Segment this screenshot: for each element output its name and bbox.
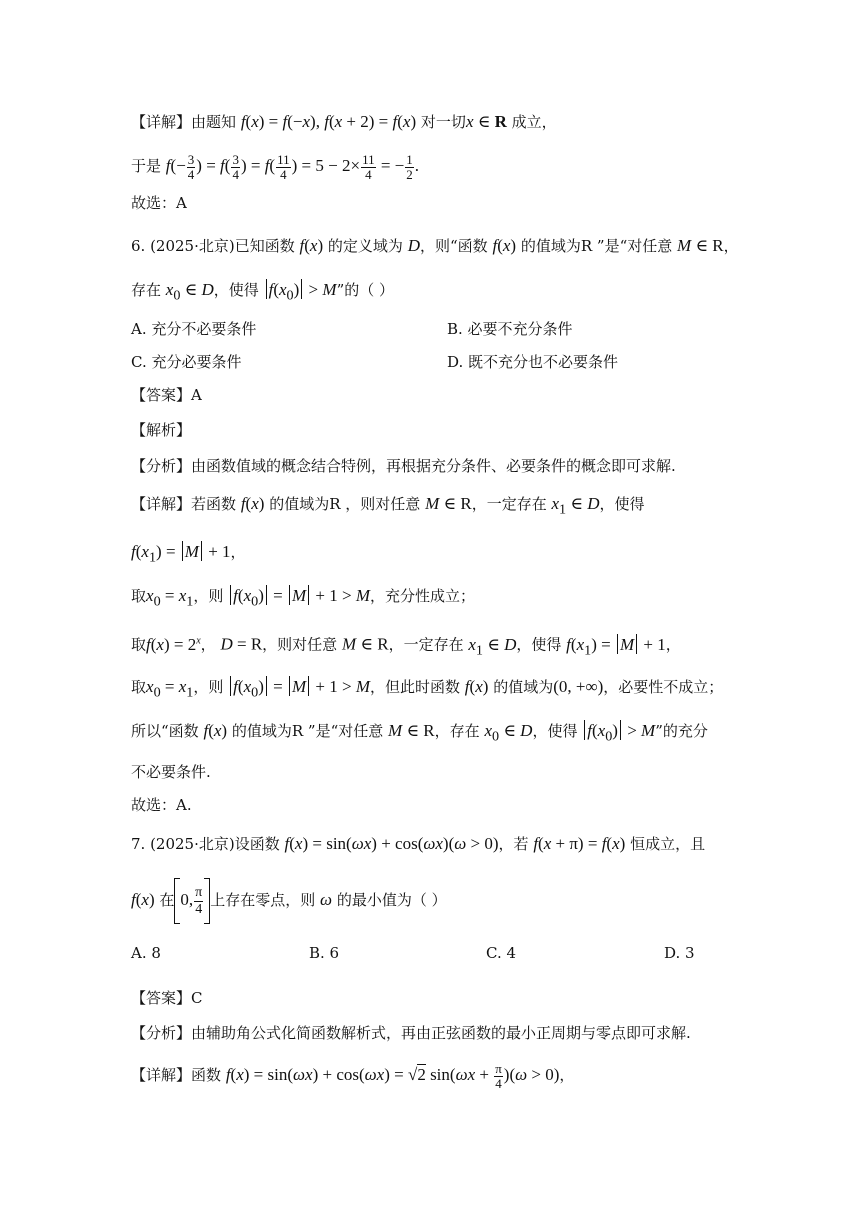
q6-stem-line2: 存在 $x_0$ ∈ D，使得 $f(x_0) > M$”的（ ） bbox=[131, 280, 394, 304]
q6-take2-line: 取$f(x) = 2^x$， D = R，则对任意 M ∈ R，一定存在 $x_1$ ∈ D，使得 $f(x_1) = M + 1$， bbox=[131, 634, 681, 659]
q7-fenxi: 【分析】由辅助角公式化简函数解析式，再由正弦函数的最小正周期与零点即可求解. bbox=[131, 1024, 691, 1042]
q7-option-b[interactable]: B. 6 bbox=[309, 944, 340, 962]
tag-detail: 【详解】 bbox=[131, 113, 192, 131]
q6-option-d[interactable]: D. 既不充分也不必要条件 bbox=[447, 353, 619, 371]
q7-option-d[interactable]: D. 3 bbox=[664, 944, 695, 962]
formula: f(x) = f(−x), f(x + 2) = f(x) bbox=[240, 112, 417, 131]
q6-take3-line: 取$x_0 = x_1$，则 $f(x_0) = M + 1 > M$，但此时函数 f(x) 的值域为(0, +∞)，必要性不成立； bbox=[131, 677, 724, 701]
q6-stem-line1: 6. (2025·北京)已知函数 f(x) 的定义域为 D，则“函数 f(x) 的值域为R ”是“对任意 M ∈ R， bbox=[131, 236, 739, 255]
q6-option-b[interactable]: B. 必要不充分条件 bbox=[447, 320, 573, 338]
q6-option-a[interactable]: A. 充分不必要条件 bbox=[131, 320, 257, 338]
q7-stem-line1: 7. (2025·北京)设函数 f(x) = sin(ωx) + cos(ωx)(ω > 0)，若 f(x + π) = f(x) 恒成立，且 bbox=[131, 834, 706, 853]
formula: f(− $\frac{3}{4}$ ) = f( $\frac{3}{4}$ ) = f( $\frac{11}{4}$ ) = 5 − 2× $\frac{11}{4}$ = − $\frac{1}{2}$ . bbox=[165, 151, 420, 182]
p5-then-line: 于是 f(− $\frac{3}{4}$ ) = f( $\frac{3}{4}$ ) = f( $\frac{11}{4}$ ) = 5 − 2× $\frac{11}{4}$ = − $\frac{1}{2}$ . bbox=[131, 151, 420, 182]
q6-so-line2: 不必要条件. bbox=[131, 763, 211, 781]
q7-answer: 【答案】C bbox=[131, 989, 203, 1007]
q7-stem-line2: f(x) 在 0, $\frac{\pi}{4}$ 上存在零点，则 ω 的最小值为（ ） bbox=[131, 876, 447, 924]
q6-analysis-tag: 【解析】 bbox=[131, 421, 192, 439]
q6-fenxi: 【分析】由函数值域的概念结合特例，再根据充分条件、必要条件的概念即可求解. bbox=[131, 457, 676, 475]
q7-detail-line: 【详解】函数 f(x) = sin(ωx) + cos(ωx) = √2 sin(ωx + $\frac{\pi}{4}$ )(ω > 0)， bbox=[131, 1060, 575, 1091]
q6-take1-line: 取$x_0 = x_1$，则 $f(x_0) = M + 1 > M$，充分性成立； bbox=[131, 586, 475, 610]
q6-option-c[interactable]: C. 充分必要条件 bbox=[131, 353, 242, 371]
q6-so-line: 所以“函数 f(x) 的值域为R ”是“对任意 M ∈ R，存在 $x_0$ ∈ D，使得 $f(x_0) > M$”的充分 bbox=[131, 721, 708, 745]
q6-detail-line1: 【详解】若函数 f(x) 的值域为R ，则对任意 M ∈ R，一定存在 $x_1$ ∈ D，使得 bbox=[131, 494, 645, 518]
p5-detail-line: 【详解】由题知 f(x) = f(−x), f(x + 2) = f(x) 对一切x ∈ R 成立， bbox=[131, 112, 557, 131]
q6-detail-line2: $f(x_1) = M + 1$， bbox=[131, 542, 246, 566]
q7-option-c[interactable]: C. 4 bbox=[486, 944, 517, 962]
q7-option-a[interactable]: A. 8 bbox=[131, 944, 161, 962]
p5-choice: 故选：A bbox=[131, 194, 187, 212]
q6-choice: 故选：A. bbox=[131, 796, 192, 814]
q6-answer: 【答案】A bbox=[131, 386, 202, 404]
